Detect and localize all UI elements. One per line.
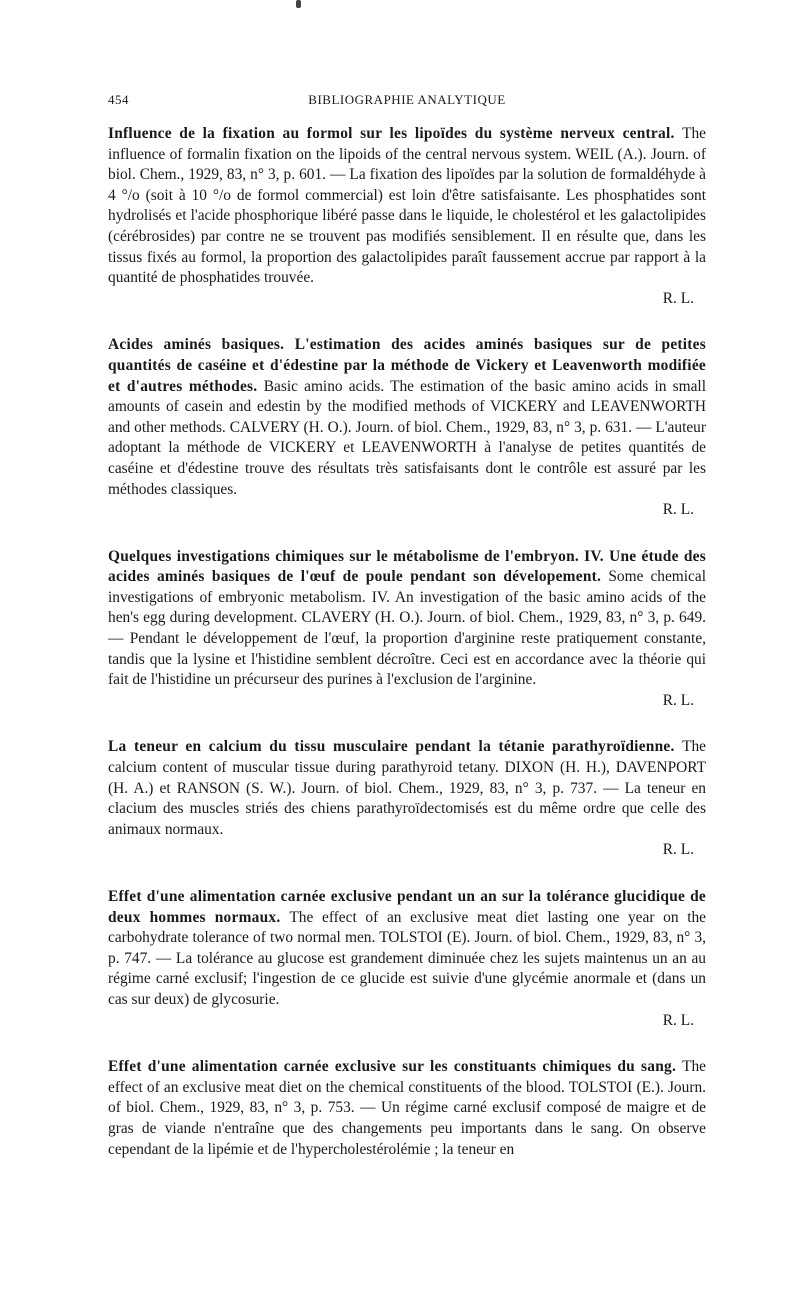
entry-signature: R. L.: [662, 289, 694, 307]
entry-body: Some chemical investigations of embryonic metabolism. IV. An investigation of the basic amino acids of the hen's egg during development. CLAVERY (H. O.). Journ. of biol. Chem., 1929, 83, n° 3, p. 649. — Pendant le développement de l'œuf, la proportion d'arginine reste pratiquement constante, tandis que la lysine et l'histidine semblent décroître. Ceci est en accordance avec la théorie qui fait de l'histidine un précurseur des purines à l'exclusion de l'arginine.: [108, 568, 706, 689]
bibliography-entry: [108, 737, 706, 861]
entry-title: Effet d'une alimentation carnée exclusive pendant un an sur la tolérance glucidique de deux hommes normaux.: [108, 888, 706, 926]
running-title: BIBLIOGRAPHIE ANALYTIQUE: [308, 92, 506, 107]
entry-signature: R. L.: [662, 691, 694, 709]
entry-body: The effect of an exclusive meat diet on the chemical constituents of the blood. TOLSTOI (E.). Journ. of biol. Chem., 1929, 83, n° 3, p. 753. — Un régime carné exclusif composé de maigre et de gras de viande n'entraîne que des changements peu importants dans le sang. On observe cependant de la lipémie et de l'hypercholestérolémie ; la teneur en: [108, 1058, 706, 1158]
scan-mark: [296, 0, 301, 8]
entry-title: Quelques investigations chimiques sur le métabolisme de l'embryon. IV. Une étude des acides aminés basiques de l'œuf de poule pendant son dévelopement.: [108, 547, 706, 586]
entry-signature: R. L.: [662, 501, 694, 519]
bibliography-entry: [108, 887, 706, 1031]
bibliography-entry: [108, 124, 706, 309]
entry-title: Influence de la fixation au formol sur les lipoïdes du système nerveux central.: [108, 125, 683, 142]
entry-title: Acides aminés basiques. L'estimation des acides aminés basiques sur de petites quantités de caséine et d'édestine par la méthode de Vickery et Leavenworth modifiée et d'autres méthodes.: [108, 336, 706, 395]
entry-body: Basic amino acids. The estimation of the basic amino acids in small amounts of casein and edestin by the modified methods of VICKERY and LEAVENWORTH and other methods. CALVERY (H. O.). Journ. of biol. Chem., 1929, 83, n° 3, p. 631. — L'auteur adoptant la méthode de VICKERY et LEAVENWORTH à l'analyse de petites quantités de caséine et d'édestine trouve des résultats très satisfaisants dont le contrôle est assuré par les méthodes classiques.: [108, 377, 706, 498]
bibliography-entry: [108, 1057, 706, 1160]
page-number: 454: [108, 92, 129, 107]
entry-body: The effect of an exclusive meat diet lasting one year on the carbohydrate tolerance of two normal men. TOLSTOI (E). Journ. of biol. Chem., 1929, 83, n° 3, p. 747. — La tolérance au glucose est grandement diminuée chez les sujets maintenus un an au régime carné exclusif; l'ingestion de ce glucide est suivie d'une glycémie anormale et (dans un cas sur deux) de glycosurie.: [108, 908, 707, 1008]
entry-title: La teneur en calcium du tissu musculaire pendant la tétanie parathyroïdienne.: [108, 738, 683, 756]
document-page: [108, 92, 706, 1160]
entry-signature: R. L.: [662, 841, 694, 859]
entry-signature: R. L.: [662, 1011, 694, 1029]
entry-body: The influence of formalin fixation on the lipoids of the central nervous system. WEIL (A.). Journ. of biol. Chem., 1929, 83, n° 3, p. 601. — La fixation des lipoïdes par la solution de formaldéhyde à 4 °/o (soit à 10 °/o de formol commercial) est loin d'être satisfaisante. Les phosphatides sont hydrolisés et l'acide phosphorique libéré passe dans le liquide, le cholestérol et les galactolipides (cérébrosides) par contre ne se trouvent pas modifiés sensiblement. Il en résulte que, dans les tissus fixés au formol, la proportion des galactolipides paraît faussement accrue par rapport à la quantité de phosphatides trouvée.: [108, 125, 706, 287]
entry-body: The calcium content of muscular tissue during parathyroid tetany. DIXON (H. H.), DAVENPORT (H. A.) et RANSON (S. W.). Journ. of biol. Chem., 1929, 83, n° 3, p. 737. — La teneur en clacium des muscles striés des chiens parathyroïdectomisés est du même ordre que celle des animaux normaux.: [108, 738, 706, 838]
bibliography-entry: [108, 335, 706, 520]
page-header: [108, 92, 706, 114]
entry-title: Effet d'une alimentation carnée exclusive sur les constituants chimiques du sang.: [108, 1058, 683, 1076]
bibliography-entry: [108, 547, 706, 712]
